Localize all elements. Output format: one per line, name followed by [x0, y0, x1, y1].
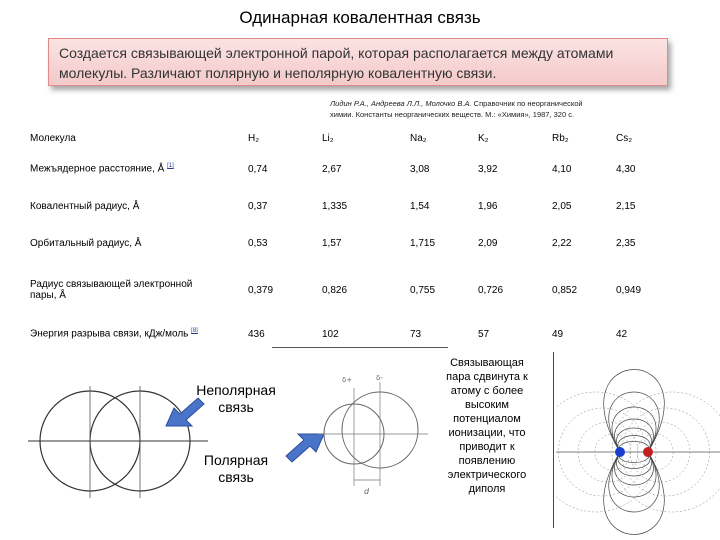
- table-cell: 1,715: [410, 237, 436, 249]
- polar-label: [196, 452, 276, 486]
- description-line: диполя: [468, 483, 506, 495]
- table-cell: 4,10: [552, 163, 572, 175]
- table-cell: 0,949: [616, 284, 642, 296]
- table-row: [30, 262, 670, 318]
- nonpolar-label-line-2: связь: [218, 399, 254, 415]
- field-line: [604, 370, 665, 453]
- table-row: [30, 318, 670, 350]
- description-line: Связывающая: [450, 357, 524, 369]
- table-cell: 102: [322, 328, 339, 340]
- header-label: Молекула: [30, 132, 76, 144]
- field-line: [604, 452, 665, 535]
- negative-charge: [615, 447, 625, 457]
- table-cell: 3,08: [410, 163, 430, 175]
- table-cell: 2,09: [478, 237, 498, 249]
- distance-label: d: [364, 487, 370, 496]
- header-cell: K₂: [478, 132, 489, 144]
- table-header-row: [30, 126, 670, 150]
- table-cell: 0,379: [248, 284, 274, 296]
- row-label: Орбитальный радиус, Å: [30, 237, 142, 249]
- description-line: приводит к: [459, 441, 515, 453]
- polar-bond-diagram: [318, 368, 428, 504]
- separator-line: [272, 347, 448, 348]
- table-row: [30, 150, 670, 188]
- table-cell: 0,726: [478, 284, 504, 296]
- header-cell: Li₂: [322, 132, 334, 144]
- table-cell: 49: [552, 328, 564, 340]
- vertical-divider: [553, 352, 554, 528]
- row-label: Межъядерное расстояние, Å [1]: [30, 163, 174, 175]
- reference-text-1: Справочник по неорганической: [471, 99, 583, 108]
- table-cell: 2,15: [616, 200, 636, 212]
- delta-minus-label: δ-: [376, 374, 383, 382]
- nonpolar-label: [196, 382, 276, 416]
- table-cell: 2,05: [552, 200, 572, 212]
- header-cell: Rb₂: [552, 132, 569, 144]
- field-line: [612, 452, 656, 497]
- molecule-table: [30, 126, 670, 350]
- header-cell: Cs₂: [616, 132, 633, 144]
- polar-label-line-2: связь: [218, 469, 254, 485]
- table-cell: 1,335: [322, 200, 348, 212]
- delta-plus-label: δ+: [342, 376, 353, 384]
- table-cell: 1,96: [478, 200, 498, 212]
- positive-charge: [643, 447, 653, 457]
- field-line: [612, 407, 656, 452]
- polar-label-line-1: Полярная: [203, 452, 269, 468]
- table-cell: 0,852: [552, 284, 578, 296]
- table-row: [30, 224, 670, 262]
- polar-description: [432, 356, 542, 496]
- table-cell: 73: [410, 328, 422, 340]
- callout-line-2: молекулы. Различают полярную и неполярную ковалентную связи.: [59, 65, 497, 81]
- page-title: Одинарная ковалентная связь: [239, 8, 481, 27]
- reference-citation: [330, 98, 660, 120]
- reference-text-2: химии. Константы неорганических веществ. М.: «Химия», 1987, 320 с.: [330, 110, 575, 119]
- definition-callout: [48, 38, 668, 86]
- table-cell: 3,92: [478, 163, 498, 175]
- table-cell: 4,30: [616, 163, 636, 175]
- reference-authors: Лидин Р.А., Андреева Л.Л., Молочко В.А.: [330, 99, 472, 108]
- table-cell: 0,74: [248, 163, 268, 175]
- description-line: электрического: [447, 469, 527, 481]
- footnote-link[interactable]: [8]: [191, 328, 198, 335]
- row-label: Радиус связывающей электронной пары, Å: [30, 279, 193, 301]
- description-line: высоким: [464, 399, 509, 411]
- table-cell: 42: [616, 328, 628, 340]
- nonpolar-label-line-1: Неполярная: [196, 382, 276, 398]
- description-line: ионизации, что: [448, 427, 526, 439]
- table-cell: 0,53: [248, 237, 268, 249]
- table-cell: 57: [478, 328, 490, 340]
- description-line: атому с более: [450, 385, 524, 397]
- table-cell: 2,35: [616, 237, 636, 249]
- dipole-field-diagram: [556, 352, 720, 540]
- row-label: Энергия разрыва связи, кДж/моль [8]: [30, 328, 198, 340]
- callout-line-1: Создается связывающей электронной парой, которая располагается между атомами: [59, 45, 614, 61]
- table-cell: 0,755: [410, 284, 436, 296]
- row-label: Ковалентный радиус, Å: [30, 200, 140, 212]
- table-cell: 1,57: [322, 237, 342, 249]
- description-line: пара сдвинута к: [446, 371, 528, 383]
- description-line: потенциалом: [453, 413, 521, 425]
- table-cell: 436: [248, 328, 265, 340]
- header-cell: Na₂: [410, 132, 427, 144]
- header-cell: H₂: [248, 132, 260, 144]
- description-line: появлению: [458, 455, 516, 467]
- table-cell: 2,22: [552, 237, 572, 249]
- table-cell: 0,826: [322, 284, 348, 296]
- footnote-link[interactable]: [1]: [167, 163, 174, 170]
- table-row: [30, 188, 670, 224]
- table-cell: 1,54: [410, 200, 430, 212]
- table-cell: 0,37: [248, 200, 268, 212]
- table-cell: 2,67: [322, 163, 342, 175]
